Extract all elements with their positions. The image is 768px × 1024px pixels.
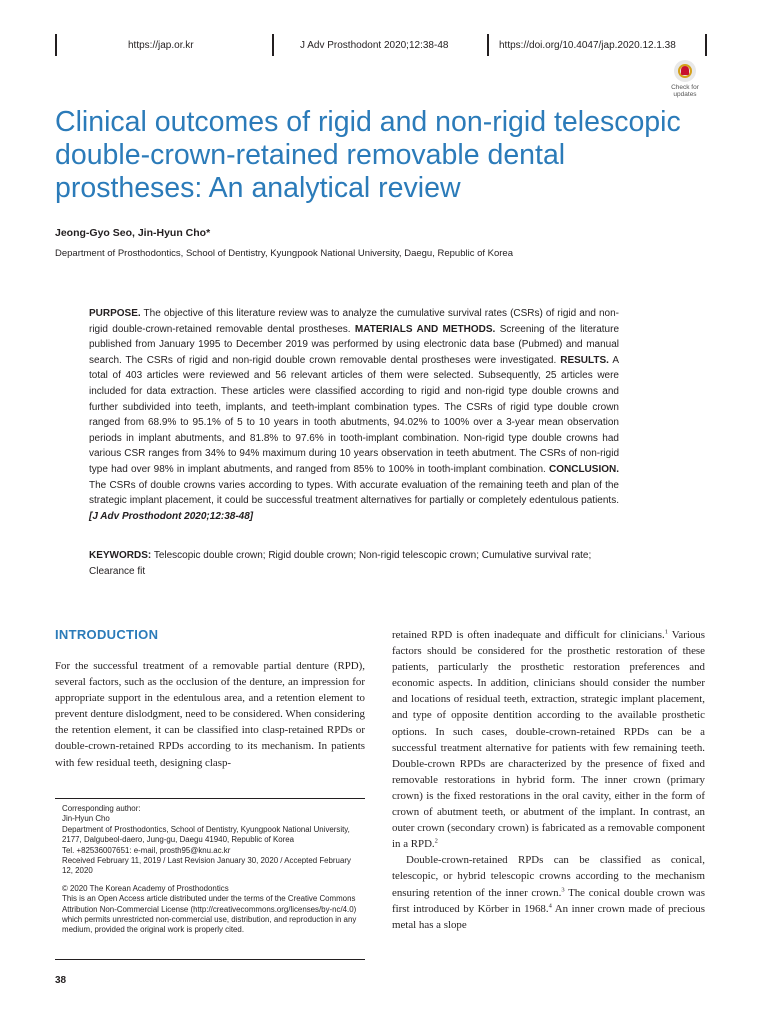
intro-paragraph-1: retained RPD is often inadequate and difficult for clinicians.$^1$ Various factors should be considered for the prosthetic restoration of these patients, particularly the prosthetic restoration preferences and economic aspects. In addition, clinicians should consider the number and locations of residual teeth, extraction, strategic implant placement, and type of opposite dentition according to the available prosthetic options. In such cases, double-crown-retained RPDs can be a successful treatment alternative for patients with few remaining teeth. Double-crown RPDs are characterized by the presence of fixed and removable restorations in hybrid form. The inner crown (primary crown) is the fixed restorations in the oral cavity, either in the form of crown of abutment teeth, or abutment of the implant. In contrast, an outer crown (secondary crown) is fabricated as a removable component in a RPD.$^2$ — [392, 628, 705, 851]
article-affiliation: Department of Prosthodontics, School of Dentistry, Kyungpook National University, Daegu, Republic of Korea — [55, 248, 513, 259]
introduction-right-column — [392, 627, 705, 933]
abstract-results: A total of 403 articles were reviewed and 56 relevant articles of them were selected. Subsequently, 25 articles were included for data extraction. These articles were classified according to rigid and non-rigid type double crowns and further subdivided into teeth, implants, and teeth-implant combination types. The CSRs of rigid type double crown ranged from 68.9% to 95.1% of 5 to 10 years in tooth abutments, 94.02% to 100% over a 3-year mean observation periods in implant abutments, and 81.8% to 97.6% in tooth-implant combination. Non-rigid type double crowns had various CSR ranges from 34% to 94% maximum during 10 years observation in teeth abutment. The CSRs of non-rigid type had over 98% in implant abutments, and ranged from 85% to 100% in tooth-implant combination. — [89, 354, 619, 475]
introduction-left-column: For the successful treatment of a removable partial denture (RPD), several factors, such as the occlusion of the denture, an impression for appropriate support in the edentulous area, and a retention element to prevent denture dislodgment, need to be considered. When considering the retention element, it can be classified into clasp-retained RPDs or double-crown-retained RPDs according to its mechanism. In patients with few residual teeth, designing clasp- — [55, 660, 365, 769]
intro-paragraph-2: Double-crown-retained RPDs can be classified as conical, telescopic, or hybrid telescopic crowns according to the mechanism ensuring retention of the inner crown.$^3$ The conical double crown was first introduced by Körber in 1968.$^4$ An inner crown made of precious metal has a slope — [392, 854, 705, 931]
badge-line1: Check for — [671, 84, 699, 91]
abstract-purpose: The objective of this literature review was to analyze the cumulative survival rates (CSRs) of rigid and non-rigid double-crown-retained removable dental prostheses. — [89, 308, 619, 335]
header-divider-end — [705, 34, 707, 56]
reference-2[interactable]: 2 — [434, 837, 438, 845]
reference-1[interactable]: 1 — [664, 628, 668, 636]
abstract — [89, 306, 619, 524]
correspondence-box — [55, 798, 365, 960]
reference-3[interactable]: 3 — [561, 885, 565, 893]
keywords-label: KEYWORDS: — [89, 550, 152, 561]
corr-license: This is an Open Access article distributed under the terms of the Creative Commons Attribution Non-Commercial License (http://creativecommons.org/licenses/by-nc/4.0) which permits unrestricted non-commercial use, distribution, and reproduction in any medium, provided the original work is properly cited. — [62, 894, 357, 935]
abstract-methods: Screening of the literature published from January 1995 to December 2019 was performed by using electronic data base (Pubmed) and manual search. The CSRs of rigid and non-rigid double crown removable dental prostheses were investigated. — [89, 323, 620, 366]
keywords-text: Telescopic double crown; Rigid double crown; Non-rigid telescopic crown; Cumulative survival rate; Clearance fit — [89, 550, 592, 577]
check-for-updates-badge[interactable] — [664, 60, 706, 98]
corr-address: Department of Prosthodontics, School of Dentistry, Kyungpook National University, 2177, Dalgubeol-daero, Jung-gu, Daegu 41940, Republic of Korea — [62, 824, 350, 845]
abstract-purpose-label: PURPOSE. — [89, 308, 141, 319]
check-updates-icon — [674, 60, 696, 82]
corr-dates: Received February 11, 2019 / Last Revision January 30, 2020 / Accepted February 12, 2020 — [62, 856, 351, 876]
introduction-heading: INTRODUCTION — [55, 627, 159, 642]
badge-line2: updates — [673, 91, 697, 98]
abstract-methods-label: MATERIALS AND METHODS. — [354, 323, 496, 335]
page-number: 38 — [55, 975, 67, 986]
abstract-conclusion-label: CONCLUSION. — [549, 463, 619, 475]
abstract-citation: [J Adv Prosthodont 2020;12:38-48] — [89, 510, 254, 522]
abstract-results-label: RESULTS. — [560, 354, 609, 366]
corr-contact[interactable]: Tel. +82536007651: e-mail, prosth95@knu.ac.kr — [62, 845, 231, 855]
corr-name: Jin-Hyun Cho — [62, 814, 110, 824]
header-journal-ref: J Adv Prosthodont 2020;12:38-48 — [300, 40, 449, 51]
article-title: Clinical outcomes of rigid and non-rigid telescopic double-crown-retained removable dental prostheses: An analytical review — [55, 106, 681, 204]
header-divider-mid — [272, 34, 274, 56]
abstract-conclusion: The CSRs of double crowns varies according to types. With accurate evaluation of the remaining teeth and plan of the strategic implant placement, it could be successful treatment alternatives for partially or completely edentulous patients. — [89, 479, 619, 507]
header-site-url[interactable]: https://jap.or.kr — [128, 40, 194, 51]
keywords — [89, 548, 619, 579]
corr-copyright: © 2020 The Korean Academy of Prosthodontics — [62, 883, 229, 893]
header-divider-left — [55, 34, 57, 56]
article-authors: Jeong-Gyo Seo, Jin-Hyun Cho* — [55, 227, 211, 239]
header-doi-link[interactable]: https://doi.org/10.4047/jap.2020.12.1.38 — [499, 40, 676, 51]
header-divider-right — [487, 34, 489, 56]
corr-label: Corresponding author: — [62, 804, 141, 813]
reference-4[interactable]: 4 — [548, 901, 552, 909]
